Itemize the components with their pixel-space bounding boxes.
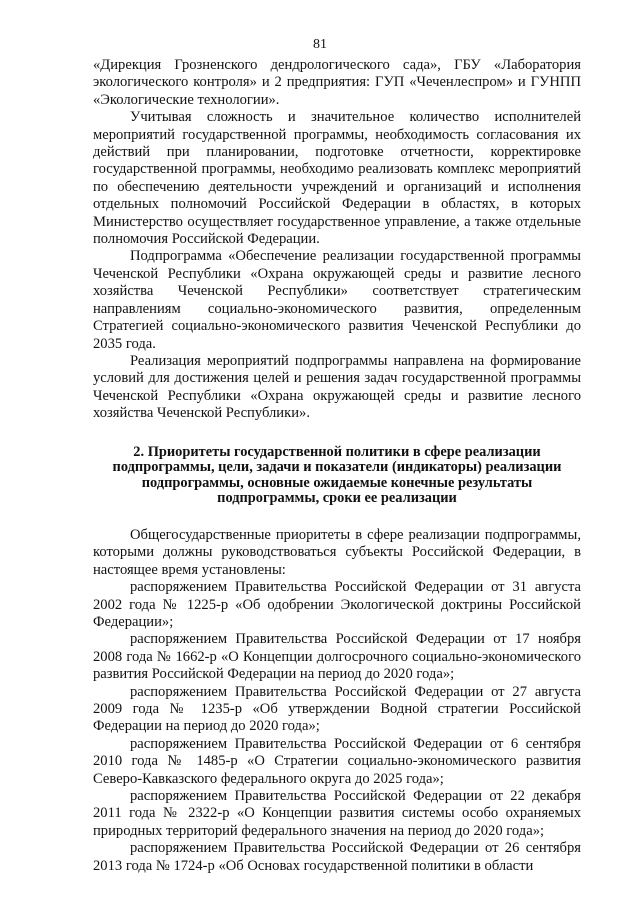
paragraph-decree-1724: распоряжением Правительства Российской Федерации от 26 сентября 2013 года № 1724-р «Об Основах государственной политики в области: [93, 840, 581, 874]
document-body: [93, 57, 581, 875]
paragraph-decree-1662: распоряжением Правительства Российской Федерации от 17 ноября 2008 года № 1662-р «О Концепции долгосрочного социально-экономического развития Российской Федерации на период до 2020 года»;: [93, 631, 581, 683]
section-heading: 2. Приоритеты государственной политики в сфере реализации подпрограммы, цели, задачи и показатели (индикаторы) реализации подпрограммы, основные ожидаемые конечные результаты подпрограммы, сроки ее реализации: [112, 443, 562, 507]
paragraph-decree-1235: распоряжением Правительства Российской Федерации от 27 августа 2009 года № 1235-р «Об утверждении Водной стратегии Российской Федерации на период до 2020 года»;: [93, 683, 581, 735]
page-number: 81: [313, 37, 327, 52]
paragraph-continuation: «Дирекция Грозненского дендрологического сада», ГБУ «Лаборатория экологического контроля» и 2 предприятия: ГУП «Чеченлеспром» и ГУНПП «Экологические технологии».: [93, 57, 581, 108]
paragraph-subprogram-goals: Реализация мероприятий подпрограммы направлена на формирование условий для достижения целей и решения задач государственной программы Чеченской Республики «Охрана окружающей среды и развитие лесного хозяйства Чеченской Республики».: [93, 352, 581, 422]
paragraph-priorities-intro: Общегосударственные приоритеты в сфере реализации подпрограммы, которыми должны руководствоваться субъекты Российской Федерации, в настоящее время установлены:: [93, 526, 581, 578]
paragraph-executors: Учитывая сложность и значительное количество исполнителей мероприятий государственной программы, необходимость согласования их действий при планировании, подготовке отчетности, корректировке государственной программы, необходимо реализовать комплекс мероприятий по обеспечению деятельности учреждений и организаций и исполнения отдельных полномочий Российской Федерации в областях, в которых Министерство осуществляет государственное управление, а также отдельные полномочия Российской Федерации.: [93, 109, 581, 248]
paragraph-decree-2322: распоряжением Правительства Российской Федерации от 22 декабря 2011 года № 2322-р «О Концепции развития системы особо охраняемых природных территорий федерального значения на период до 2020 года»;: [93, 788, 581, 839]
paragraph-subprogram-strategy: Подпрограмма «Обеспечение реализации государственной программы Чеченской Республики «Охрана окружающей среды и развитие лесного хозяйства Чеченской Республики» соответствует стратегическим направлениям социально-экономического развития, определенным Стратегией социально-экономического развития Чеченской Республики до 2035 года.: [93, 248, 581, 352]
paragraph-decree-1485: распоряжением Правительства Российской Федерации от 6 сентября 2010 года № 1485-р «О Стратегии социально-экономического развития Северо-Кавказского федерального округа до 2025 года»;: [93, 735, 581, 787]
paragraph-decree-1225: распоряжением Правительства Российской Федерации от 31 августа 2002 года № 1225-р «Об одобрении Экологической доктрины Российской Федерации»;: [93, 579, 581, 630]
